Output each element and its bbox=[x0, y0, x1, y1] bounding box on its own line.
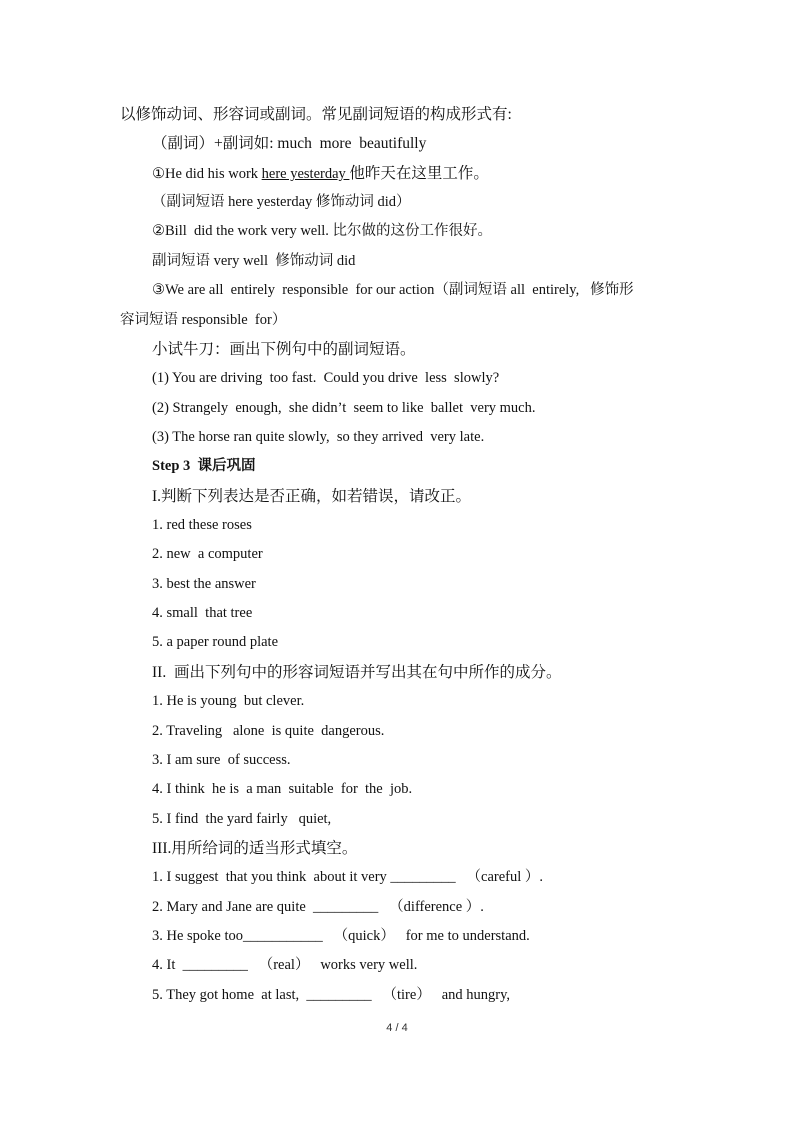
step3-title: Step 3 课后巩固 bbox=[152, 458, 256, 475]
example-1-note: （副词短语 here yesterday 修饰动词 did） bbox=[152, 194, 411, 211]
example-2-note: 副词短语 very well 修饰动词 did bbox=[152, 252, 356, 269]
practice-item: (1) You are driving too fast. Could you drive less slowly? bbox=[152, 370, 500, 387]
adverb-phrase-form: （副词）+副词如: much more beautifully bbox=[152, 135, 427, 153]
practice-title: 小试牛刀：画出下例句中的副词短语。 bbox=[152, 340, 416, 358]
example-1-translation: 他昨天在这里工作。 bbox=[349, 164, 489, 182]
practice-item: (2) Strangely enough, she didn’t seem to like ballet very much. bbox=[152, 399, 536, 416]
part3-item: 5. They got home at last, _________ （tire） and hungry, bbox=[152, 986, 511, 1003]
part1-item: 3. best the answer bbox=[152, 575, 256, 592]
part2-item: 5. I find the yard fairly quiet, bbox=[152, 810, 332, 827]
adverb-phrase-intro: 以修饰动词、形容词或副词。常见副词短语的构成形式有: bbox=[120, 106, 512, 123]
part1-heading: I.判断下列表达是否正确，如若错误，请改正。 bbox=[152, 487, 472, 505]
part3-item: 2. Mary and Jane are quite _________ （difference ）. bbox=[152, 898, 484, 915]
part3-item: 4. It _________ （real） works very well. bbox=[152, 957, 418, 974]
part3-item: 1. I suggest that you think about it very _________ （careful ）. bbox=[152, 869, 544, 886]
part2-item: 2. Traveling alone is quite dangerous. bbox=[152, 722, 385, 739]
practice-item: (3) The horse ran quite slowly, so they arrived very late. bbox=[152, 428, 485, 445]
part1-item: 5. a paper round plate bbox=[152, 634, 279, 651]
example-1-underlined-phrase: here yesterday bbox=[261, 165, 350, 182]
example-1-before: ①He did his work bbox=[152, 165, 262, 182]
part1-item: 2. new a computer bbox=[152, 546, 263, 563]
document-page bbox=[0, 100, 794, 1010]
part1-item: 4. small that tree bbox=[152, 605, 253, 622]
part3-heading: III.用所给词的适当形式填空。 bbox=[152, 839, 358, 857]
example-3: ③We are all entirely responsible for our action（副词短语 all entirely, 修饰形 bbox=[152, 282, 634, 299]
part2-item: 3. I am sure of success. bbox=[152, 751, 291, 768]
example-3-continued: 容词短语 responsible for） bbox=[120, 311, 287, 328]
example-2: ②Bill did the work very well. 比尔做的这份工作很好。 bbox=[152, 223, 493, 240]
part3-item: 3. He spoke too___________ （quick） for me to understand. bbox=[152, 928, 530, 945]
part2-heading: II. 画出下列句中的形容词短语并写出其在句中所作的成分。 bbox=[152, 663, 562, 681]
page-number: 4 / 4 bbox=[386, 1022, 408, 1034]
part2-item: 1. He is young but clever. bbox=[152, 693, 305, 710]
example-1 bbox=[0, 159, 794, 188]
part1-item: 1. red these roses bbox=[152, 517, 252, 534]
part2-item: 4. I think he is a man suitable for the job. bbox=[152, 781, 413, 798]
